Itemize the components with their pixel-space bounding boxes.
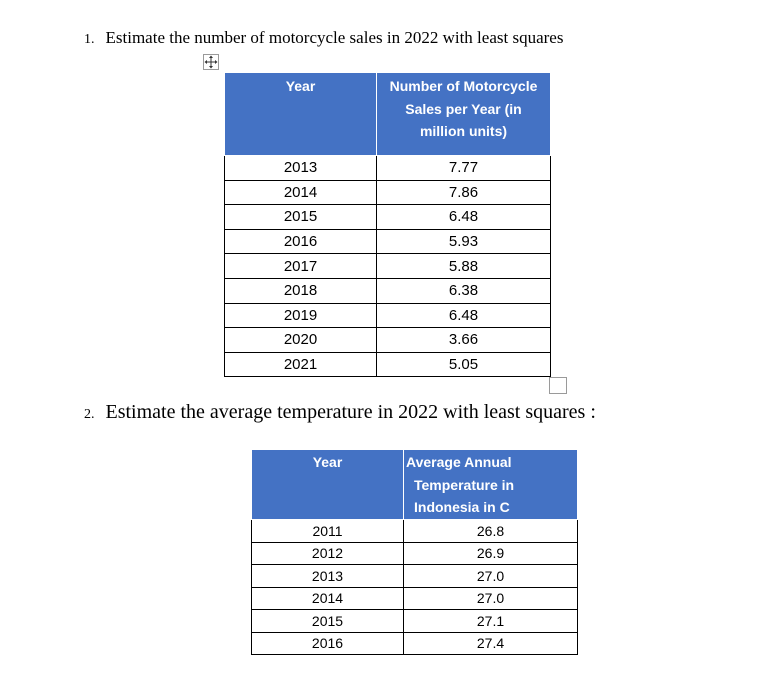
cell-value: 5.88 bbox=[377, 254, 551, 279]
table-row bbox=[252, 542, 578, 565]
table-row bbox=[252, 632, 578, 655]
cell-year: 2014 bbox=[225, 180, 377, 205]
header-line: Number of Motorcycle bbox=[389, 78, 538, 94]
cell-value: 6.38 bbox=[377, 278, 551, 303]
temperature-table bbox=[251, 449, 578, 655]
cell-year: 2012 bbox=[252, 542, 404, 565]
cell-year: 2015 bbox=[252, 610, 404, 633]
table-row bbox=[225, 328, 551, 353]
header-year: Year bbox=[225, 73, 377, 156]
cell-value: 6.48 bbox=[377, 303, 551, 328]
table-row bbox=[252, 520, 578, 543]
cell-value: 5.05 bbox=[377, 352, 551, 377]
header-line: Sales per Year (in bbox=[405, 100, 522, 117]
cell-value: 7.77 bbox=[377, 156, 551, 181]
cell-year: 2014 bbox=[252, 587, 404, 610]
header-temperature bbox=[404, 450, 578, 520]
header-year: Year bbox=[252, 450, 404, 520]
cell-value: 26.8 bbox=[404, 520, 578, 543]
cell-value: 27.0 bbox=[404, 587, 578, 610]
cell-year: 2015 bbox=[225, 205, 377, 230]
table-row bbox=[225, 156, 551, 181]
table-row bbox=[252, 610, 578, 633]
cell-year: 2018 bbox=[225, 278, 377, 303]
cell-year: 2011 bbox=[252, 520, 404, 543]
table-row bbox=[252, 587, 578, 610]
cell-year: 2016 bbox=[252, 632, 404, 655]
header-motorcycle-sales bbox=[377, 73, 551, 156]
cell-year: 2020 bbox=[225, 328, 377, 353]
header-line: Temperature in bbox=[414, 476, 515, 493]
table-row bbox=[225, 180, 551, 205]
cell-year: 2019 bbox=[225, 303, 377, 328]
empty-box-icon bbox=[549, 377, 567, 394]
cell-value: 3.66 bbox=[377, 328, 551, 353]
question-2-number: 2. bbox=[84, 407, 95, 422]
four-arrow-move-icon bbox=[204, 55, 218, 69]
cell-value: 26.9 bbox=[404, 542, 578, 565]
cell-value: 7.86 bbox=[377, 180, 551, 205]
cell-year: 2016 bbox=[225, 229, 377, 254]
header-line: million units) bbox=[419, 123, 508, 139]
motorcycle-sales-table bbox=[224, 72, 551, 377]
cell-year: 2017 bbox=[225, 254, 377, 279]
question-2 bbox=[84, 401, 596, 424]
cell-year: 2021 bbox=[225, 352, 377, 377]
table-row bbox=[225, 352, 551, 377]
table-header-row bbox=[225, 73, 551, 156]
question-1 bbox=[84, 28, 563, 48]
cell-year: 2013 bbox=[252, 565, 404, 588]
table-move-handle-icon[interactable] bbox=[203, 54, 219, 70]
table-row bbox=[225, 254, 551, 279]
cell-value: 27.4 bbox=[404, 632, 578, 655]
cell-value: 27.1 bbox=[404, 610, 578, 633]
header-line: Average Annual bbox=[406, 454, 512, 470]
cell-value: 27.0 bbox=[404, 565, 578, 588]
question-1-text: Estimate the number of motorcycle sales in 2022 with least squares bbox=[105, 28, 564, 47]
cell-value: 6.48 bbox=[377, 205, 551, 230]
table-row bbox=[225, 205, 551, 230]
table-row bbox=[252, 565, 578, 588]
table-row bbox=[225, 229, 551, 254]
cell-year: 2013 bbox=[225, 156, 377, 181]
cell-value: 5.93 bbox=[377, 229, 551, 254]
question-2-text: Estimate the average temperature in 2022 with least squares : bbox=[105, 401, 596, 423]
question-1-number: 1. bbox=[84, 32, 95, 47]
table-row bbox=[225, 303, 551, 328]
table-header-row bbox=[252, 450, 578, 520]
header-line: Indonesia in C bbox=[414, 499, 510, 515]
table-row bbox=[225, 278, 551, 303]
